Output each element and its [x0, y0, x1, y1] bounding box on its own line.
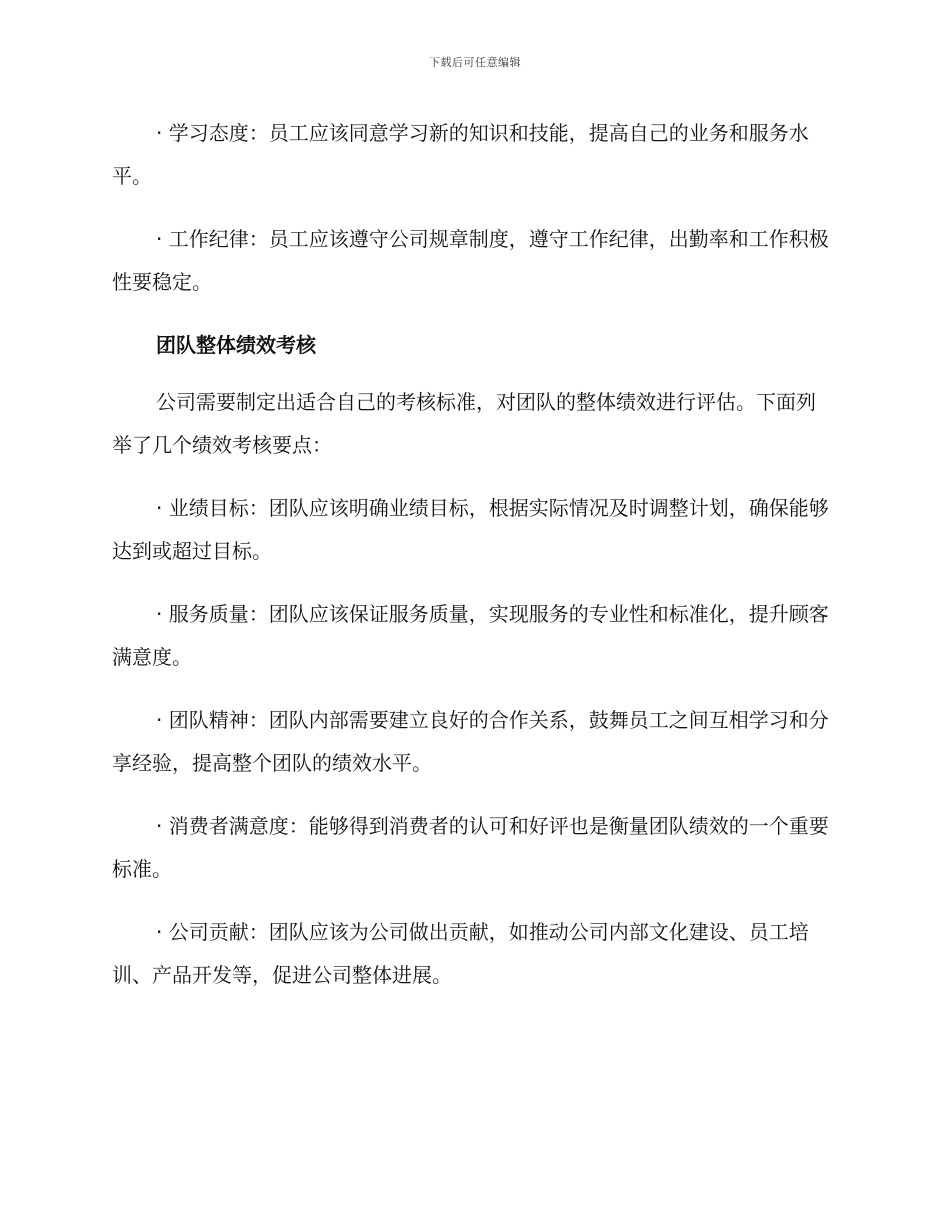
bullet-learning-attitude: · 学习态度：员工应该同意学习新的知识和技能，提高自己的业务和服务水平。 [112, 121, 809, 188]
bullet-work-discipline: · 工作纪律：员工应该遵守公司规章制度，遵守工作纪律，出勤率和工作积极性要稳定。 [112, 227, 829, 294]
bullet-customer-satisfaction: · 消费者满意度：能够得到消费者的认可和好评也是衡量团队绩效的一个重要标准。 [112, 814, 829, 881]
document-body [112, 112, 832, 1017]
intro-paragraph: 公司需要制定出适合自己的考核标准，对团队的整体绩效进行评估。下面列举了几个绩效考核要点： [112, 390, 816, 457]
bullet-performance-goals: · 业绩目标：团队应该明确业绩目标，根据实际情况及时调整计划，确保能够达到或超过目标。 [112, 496, 829, 563]
bullet-company-contribution: · 公司贡献：团队应该为公司做出贡献，如推动公司内部文化建设、员工培训、产品开发等，促进公司整体进展。 [112, 920, 809, 987]
bullet-service-quality: · 服务质量：团队应该保证服务质量，实现服务的专业性和标准化，提升顾客满意度。 [112, 602, 829, 669]
bullet-team-spirit: · 团队精神：团队内部需要建立良好的合作关系，鼓舞员工之间互相学习和分享经验，提高整个团队的绩效水平。 [112, 708, 829, 775]
section-heading-team-performance: 团队整体绩效考核 [156, 333, 316, 357]
page-header: 下载后可任意编辑 [429, 56, 521, 69]
